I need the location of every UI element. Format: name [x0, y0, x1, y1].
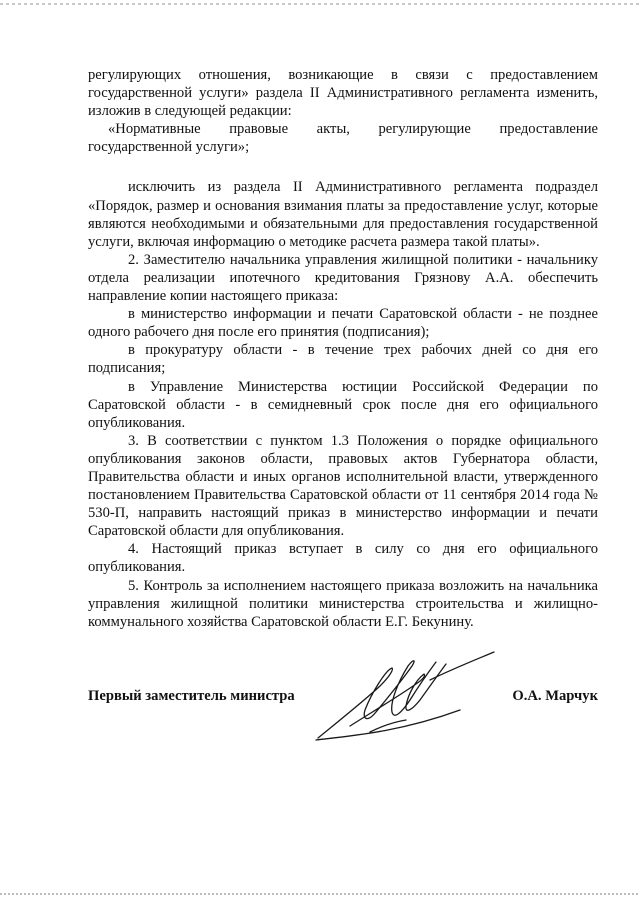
paragraph-item-3: 3. В соответствии с пунктом 1.3 Положения о порядке официального опубликования законов области, правовых актов Губернатора области, Правительства области и иных органов исполнительной власти, утвержденного постановлением Правительства Саратовской области от 11 сентября 2014 года № 530-П, направить настоящий приказ в министерство информации и печати Саратовской области для опубликования.	[88, 432, 598, 540]
document-body	[88, 66, 598, 631]
quote-line-2: государственной услуги»;	[88, 139, 250, 156]
paragraph-recipient-ministry: в министерство информации и печати Саратовской области - не позднее одного рабочего дня после его принятия (подписания);	[88, 306, 598, 341]
paragraph-item-4: 4. Настоящий приказ вступает в силу со дня его официального опубликования.	[88, 541, 598, 576]
signature-row	[88, 688, 598, 712]
paragraph-item-5: 5. Контроль за исполнением настоящего приказа возложить на начальника управления жилищной политики министерства строительства и жилищно-коммунального хозяйства Саратовской области Е.Г. Бекунину.	[88, 577, 598, 630]
signer-name: О.А. Марчук	[512, 688, 598, 704]
scan-edge-bottom	[0, 893, 640, 895]
paragraph-recipient-prosecutor: в прокуратуру области - в течение трех рабочих дней со дня его подписания;	[88, 342, 598, 377]
paragraph-quote	[88, 120, 598, 156]
paragraph-recipient-justice: в Управление Министерства юстиции Российской Федерации по Саратовской области - в семидневный срок после дня его официального опубликования.	[88, 378, 598, 431]
paragraph-item-2: 2. Заместителю начальника управления жилищной политики - начальнику отдела реализации ипотечного кредитования Грязнову А.А. обеспечить направление копии настоящего приказа:	[88, 251, 598, 305]
paragraph-exclude: исключить из раздела II Административного регламента подраздел «Порядок, размер и основания взимания платы за предоставление услуг, которые являются необходимыми и обязательными для предоставления государственной услуги, включая информацию о методике расчета размера такой платы».	[88, 179, 598, 250]
signer-position: Первый заместитель министра	[88, 688, 295, 704]
paragraph-intro: регулирующих отношения, возникающие в связи с предоставлением государственной услуги» раздела II Административного регламента изменить, изложив в следующей редакции:	[88, 67, 598, 120]
quote-line-1: «Нормативные правовые акты, регулирующие предоставление	[108, 121, 598, 138]
scan-edge-top	[0, 3, 640, 5]
